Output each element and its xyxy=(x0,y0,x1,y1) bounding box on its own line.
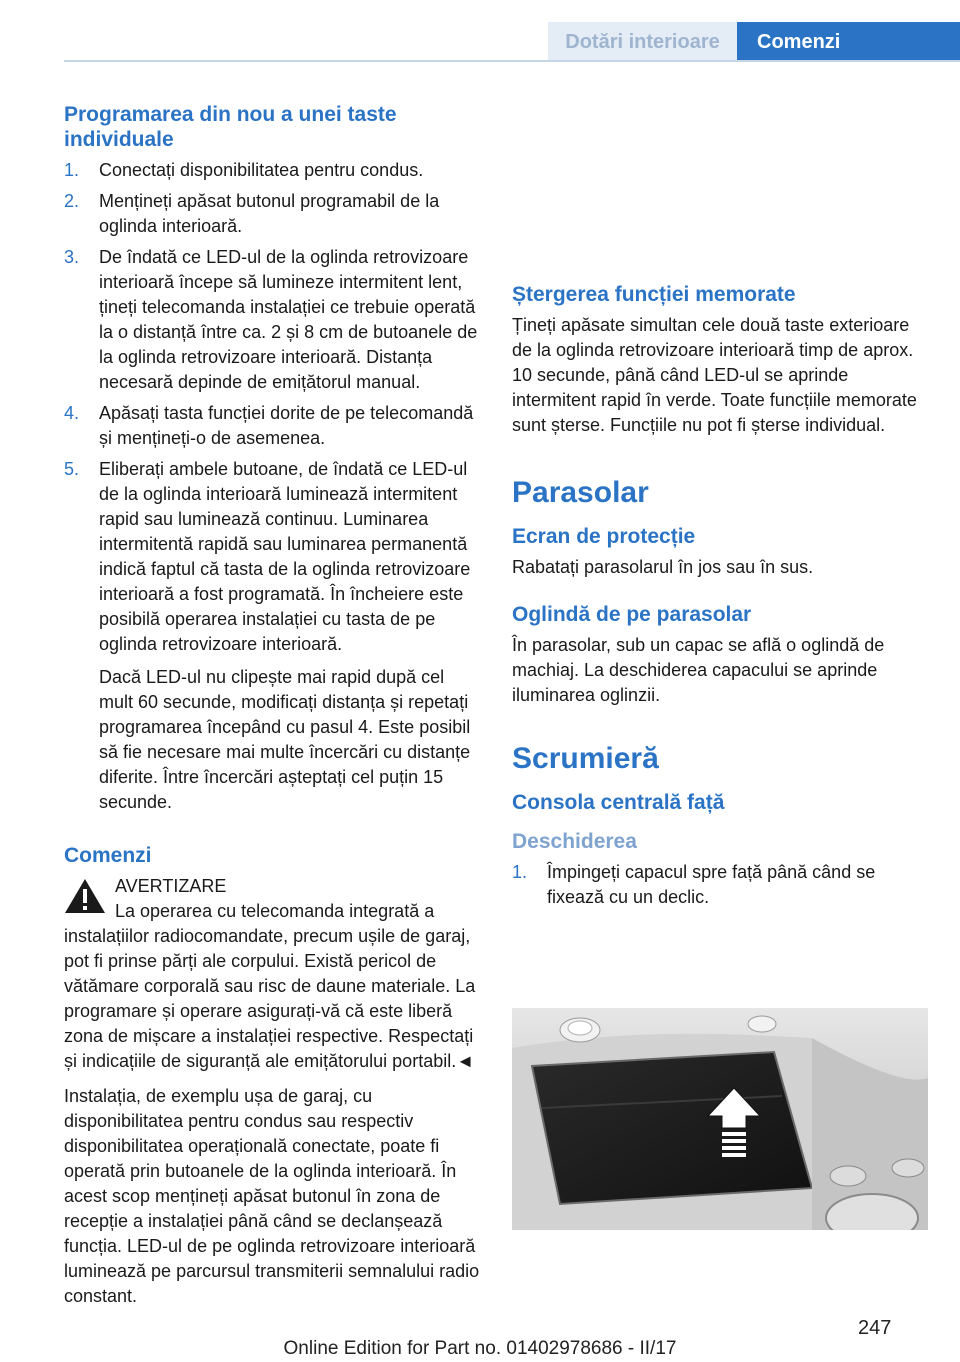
warning-box xyxy=(64,874,480,1074)
step-text: Conectați disponibilitatea pentru condus. xyxy=(99,160,424,180)
warning-text: La operarea cu telecomanda integrată a instalațiilor radiocomandate, precum ușile de garaj, pot fi prinse părți ale corpului. Există pericol de vătămare corporală sau risc de daune materiale. La programare și operare asigurați-vă că este liberă zona de mișcare a instalației respective. Respectați și indicațiile de siguranță ale emițătorului portabil.◄ xyxy=(64,901,476,1071)
step-number: 2. xyxy=(64,191,80,211)
step-text: Mențineți apăsat butonul programabil de la oglinda interioară. xyxy=(99,191,440,236)
heading-delete: Ștergerea funcției memorate xyxy=(512,283,796,306)
right-column xyxy=(512,282,930,916)
console-drawing xyxy=(512,1008,928,1230)
list-item xyxy=(64,158,480,183)
oglinda-text: În parasolar, sub un capac se află o oglindă de machiaj. La deschiderea capacului se aprinde iluminarea oglinzii. xyxy=(512,635,885,705)
warning-triangle-icon xyxy=(64,878,106,914)
step-text: Apăsați tasta funcției dorite de pe telecomandă și mențineți-o de asemenea. xyxy=(99,403,474,448)
heading-scrumiera: Scrumieră xyxy=(512,742,659,775)
step5-note: Dacă LED-ul nu clipește mai rapid după cel mult 60 secunde, modificați distanța și repetați programarea începând cu pasul 4. Este posibil să fie necesare mai multe încercări cu distanțe diferite. Între încercări așteptați cel puțin 15 secunde. xyxy=(99,667,471,812)
step-text: Împingeți capacul spre față până când se fixează cu un declic. xyxy=(547,862,876,907)
header-divider xyxy=(64,60,960,62)
heading-ecran: Ecran de protecție xyxy=(512,525,696,548)
step-number: 3. xyxy=(64,247,80,267)
body-text: Instalația, de exemplu ușa de garaj, cu disponibilitatea pentru condus sau respectiv disponibilitatea operațională conectate, poate fi operată prin butoanele de la oglinda interioară. În acest scop mențineți apăsat butonul în zona de recepție a instalației până când se declanșează funcția. LED-ul de pe oglinda retrovizoare interioară luminează pe parcursul transmiterii semnalului radio constant. xyxy=(64,1086,480,1306)
heading-parasolar: Parasolar xyxy=(512,476,649,509)
list-item xyxy=(64,401,480,451)
console-illustration xyxy=(512,1008,928,1230)
heading-comenzi: Comenzi xyxy=(64,844,152,867)
list-item xyxy=(64,189,480,239)
left-column xyxy=(64,102,480,1309)
open-steps xyxy=(512,860,930,910)
delete-text: Țineți apăsate simultan cele două taste exterioare de la oglinda retrovizoare interioară timp de aprox. 10 secunde, până când LED-ul se aprinde intermitent rapid în verde. Toate funcțiile memorate sunt șterse. Funcțiile nu pot fi șterse individual. xyxy=(512,315,917,435)
step-text: Eliberați ambele butoane, de îndată ce LED-ul de la oglinda interioară luminează intermitent rapid sau luminează continuu. Luminarea intermitentă rapidă sau luminarea permanentă indică faptul că tasta de la oglinda retrovizoare interioară a fost programată. În încheiere este posibilă operarea instalației cu tasta de pe oglinda retrovizoare interioară. xyxy=(99,459,471,654)
warning-title: AVERTIZARE xyxy=(115,876,227,896)
header-chapter-tab: Comenzi xyxy=(737,22,960,62)
heading-reprogram: Programarea din nou a unei taste individuale xyxy=(64,103,397,151)
step-number: 5. xyxy=(64,459,80,479)
footer-edition: Online Edition for Part no. 01402978686 - II/17 xyxy=(283,1338,677,1359)
step-number: 1. xyxy=(64,160,80,180)
step-text: De îndată ce LED-ul de la oglinda retrovizoare interioară începe să lumineze intermitent lent, țineți telecomanda instalației ce trebuie operată la o distanță între ca. 2 și 8 cm de butoanele de la oglinda retrovizoare interioară. Distanța necesară depinde de emițătorul manual. xyxy=(99,247,478,392)
page-header xyxy=(548,22,960,62)
reprogram-steps xyxy=(64,158,480,657)
ecran-text: Rabatați parasolarul în jos sau în sus. xyxy=(512,557,814,577)
list-item xyxy=(512,860,930,910)
heading-oglinda: Oglindă de pe parasolar xyxy=(512,603,752,626)
list-item xyxy=(64,245,480,395)
step-number: 4. xyxy=(64,403,80,423)
page-number: 247 xyxy=(858,1317,892,1339)
heading-consola: Consola centrală față xyxy=(512,791,725,814)
header-section-tab: Dotări interioare xyxy=(548,22,737,62)
heading-deschiderea: Deschiderea xyxy=(512,830,637,853)
step-number: 1. xyxy=(512,862,528,882)
list-item xyxy=(64,457,480,657)
